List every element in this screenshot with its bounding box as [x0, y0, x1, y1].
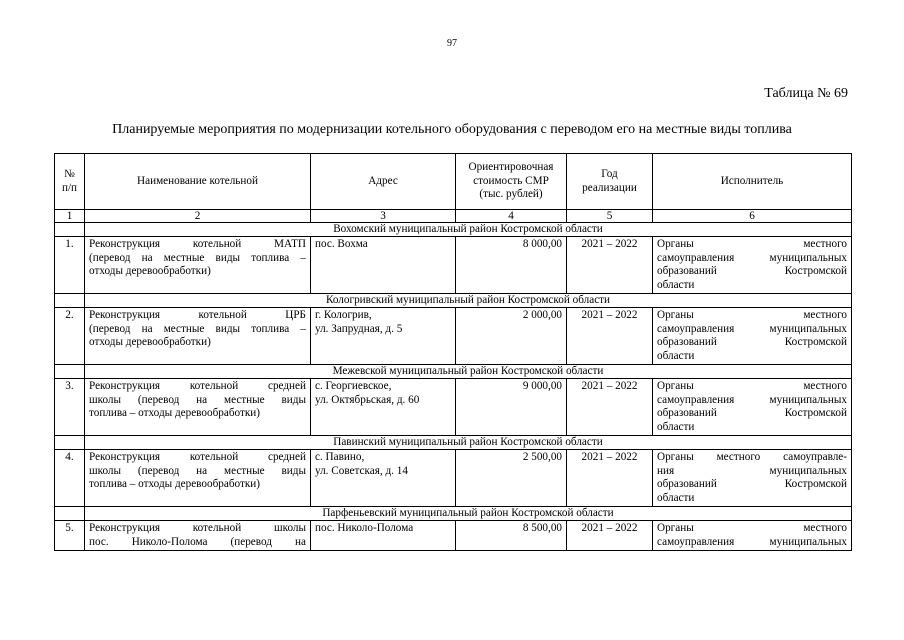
row-executor: Органы местного самоуправления муниципальных образований Костромской области	[653, 308, 852, 365]
row-address: пос. Николо-Полома	[311, 521, 456, 551]
row-address: пос. Вохма	[311, 237, 456, 294]
column-number: 6	[653, 210, 852, 223]
row-name: Реконструкция котельной ЦРБ (перевод на местные виды топлива – отходы деревообработки)	[85, 308, 311, 365]
region-row	[55, 436, 852, 450]
row-executor: Органы местного самоуправления муниципальных	[653, 521, 852, 551]
table-row	[55, 450, 852, 507]
table-row	[55, 308, 852, 365]
row-num: 4.	[55, 450, 85, 507]
table-row	[55, 521, 852, 551]
region-name: Павинский муниципальный район Костромской области	[85, 436, 852, 450]
row-name: Реконструкция котельной средней школы (перевод на местные виды топлива – отходы деревообработки)	[85, 450, 311, 507]
table-title: Планируемые мероприятия по модернизации котельного оборудования с переводом его на местные виды топлива	[112, 122, 792, 137]
header-num: № п/п	[55, 154, 85, 210]
region-row	[55, 507, 852, 521]
row-name: Реконструкция котельной школы пос. Николо-Полома (перевод на	[85, 521, 311, 551]
row-name: Реконструкция котельной средней школы (перевод на местные виды топлива – отходы деревообработки)	[85, 379, 311, 436]
row-year: 2021 – 2022	[567, 308, 653, 365]
column-number: 4	[456, 210, 567, 223]
table-row	[55, 379, 852, 436]
row-num: 5.	[55, 521, 85, 551]
header-year: Год реализации	[567, 154, 653, 210]
header-executor: Исполнитель	[653, 154, 852, 210]
row-address: с. Георгиевское, ул. Октябрьская, д. 60	[311, 379, 456, 436]
row-executor: Органы местного самоуправления муниципальных образований Костромской области	[653, 379, 852, 436]
region-name: Кологривский муниципальный район Костромской области	[85, 294, 852, 308]
row-address: г. Кологрив, ул. Запрудная, д. 5	[311, 308, 456, 365]
column-number: 2	[85, 210, 311, 223]
row-cost: 2 000,00	[456, 308, 567, 365]
row-num: 1.	[55, 237, 85, 294]
row-executor: Органы местного самоуправления муниципальных образований Костромской области	[653, 237, 852, 294]
column-number: 5	[567, 210, 653, 223]
row-year: 2021 – 2022	[567, 521, 653, 551]
region-row	[55, 223, 852, 237]
column-number: 3	[311, 210, 456, 223]
column-numbers-row	[55, 210, 852, 223]
row-cost: 9 000,00	[456, 379, 567, 436]
row-cost: 8 500,00	[456, 521, 567, 551]
table-body	[55, 223, 852, 551]
row-address: с. Павино, ул. Советская, д. 14	[311, 450, 456, 507]
row-cost: 8 000,00	[456, 237, 567, 294]
region-row	[55, 294, 852, 308]
row-name: Реконструкция котельной МАТП (перевод на местные виды топлива – отходы деревообработки)	[85, 237, 311, 294]
row-year: 2021 – 2022	[567, 237, 653, 294]
measures-table	[54, 153, 852, 551]
row-year: 2021 – 2022	[567, 379, 653, 436]
header-row	[55, 154, 852, 210]
table-number: Таблица № 69	[764, 86, 848, 101]
region-row	[55, 365, 852, 379]
page-number: 97	[447, 38, 457, 49]
row-num: 3.	[55, 379, 85, 436]
region-name: Вохомский муниципальный район Костромской области	[85, 223, 852, 237]
column-number: 1	[55, 210, 85, 223]
row-cost: 2 500,00	[456, 450, 567, 507]
header-cost: Ориентировочная стоимость СМР (тыс. рублей)	[456, 154, 567, 210]
region-name: Межевской муниципальный район Костромской области	[85, 365, 852, 379]
row-num: 2.	[55, 308, 85, 365]
row-year: 2021 – 2022	[567, 450, 653, 507]
table-row	[55, 237, 852, 294]
header-name: Наименование котельной	[85, 154, 311, 210]
row-executor: Органы местного самоуправле- ния муниципальных образований Костромской области	[653, 450, 852, 507]
region-name: Парфеньевский муниципальный район Костромской области	[85, 507, 852, 521]
header-address: Адрес	[311, 154, 456, 210]
